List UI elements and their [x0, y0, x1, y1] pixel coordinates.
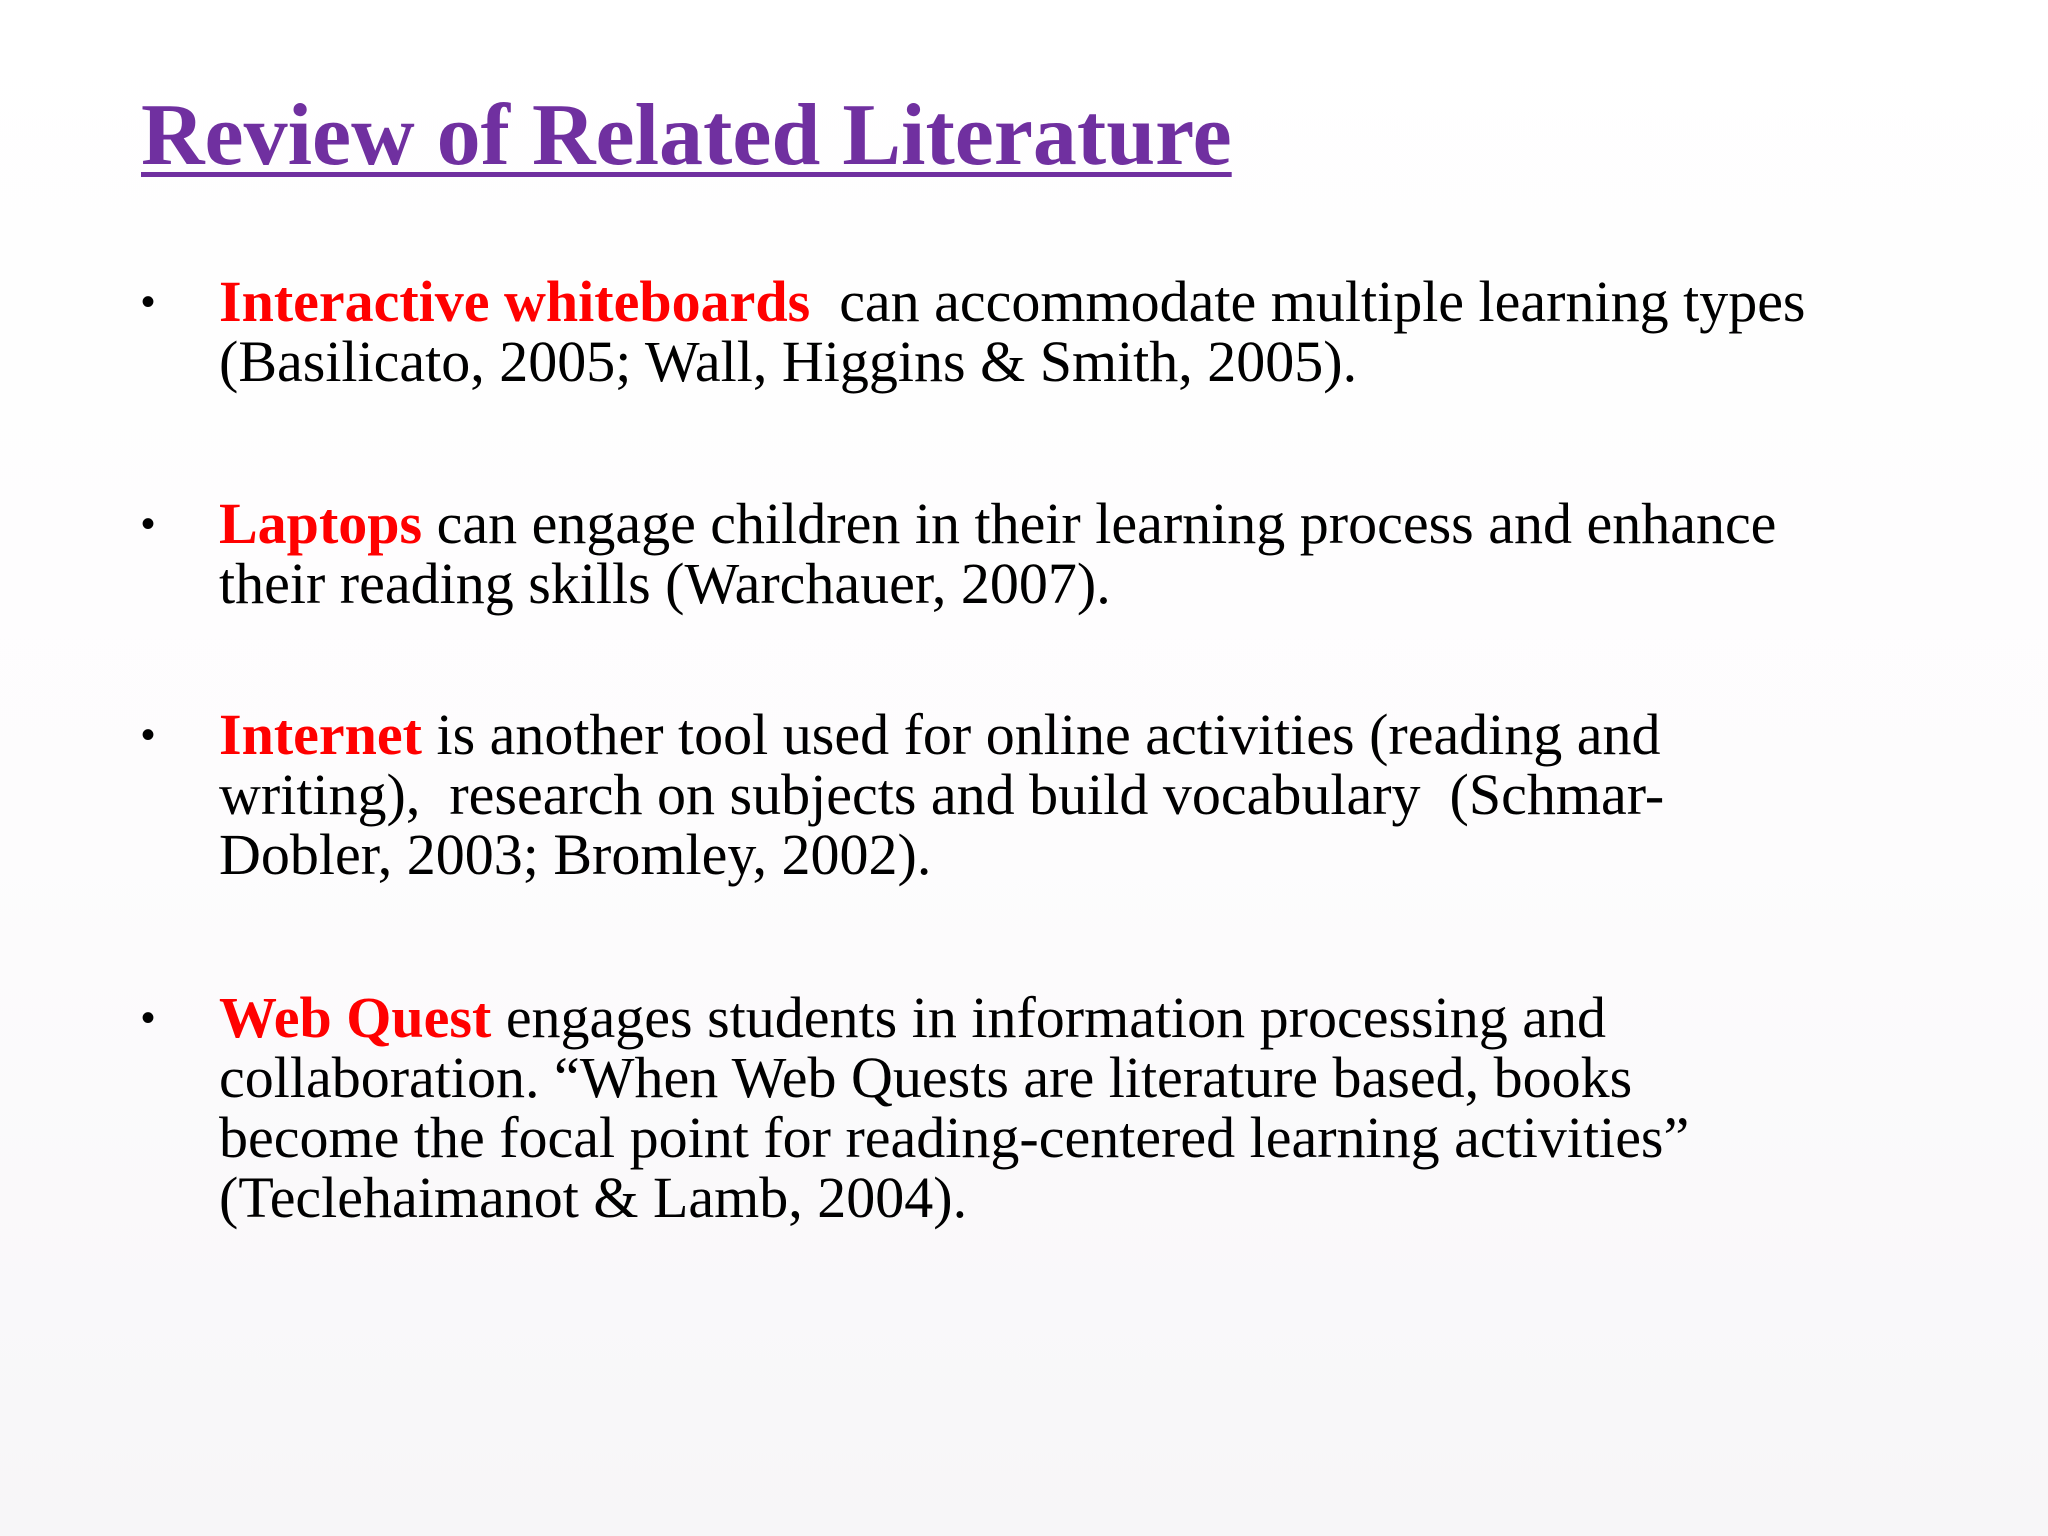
bullet-term: Laptops [219, 491, 423, 556]
bullet-line-rest: engages students in information processing and [491, 985, 1606, 1050]
bullet-term: Internet [219, 702, 422, 767]
bullet-line: collaboration. “When Web Quests are literature based, books [219, 1045, 1633, 1110]
bullet-line: Dobler, 2003; Bromley, 2002). [219, 822, 932, 887]
bullet-line [219, 985, 1949, 1050]
slide-title: Review of Related Literature [141, 87, 1232, 184]
bullet-line [219, 491, 1949, 556]
bullet-text [219, 269, 1949, 394]
bullet-line-rest: is another tool used for online activities (reading and [421, 702, 1661, 767]
bullet-line [219, 269, 1949, 334]
bullet-line: (Teclehaimanot & Lamb, 2004). [219, 1165, 968, 1230]
bullet-line-rest: can engage children in their learning process and enhance [422, 491, 1777, 556]
bullet-line: their reading skills (Warchauer, 2007). [219, 551, 1111, 616]
bullet-term: Interactive whiteboards [219, 269, 811, 334]
bullet-marker: • [141, 713, 156, 757]
bullet-text [219, 491, 1949, 616]
bullet-line: (Basilicato, 2005; Wall, Higgins & Smith, 2005). [219, 329, 1358, 394]
bullet-marker: • [141, 502, 156, 546]
bullet-text [219, 702, 1949, 887]
bullet-line: become the focal point for reading-centered learning activities” [219, 1105, 1690, 1170]
bullet-line [219, 702, 1949, 767]
bullet-term: Web Quest [219, 985, 492, 1050]
bullet-marker: • [141, 996, 156, 1040]
bullet-marker: • [141, 280, 156, 324]
bullet-text [219, 985, 1949, 1230]
bullet-line: writing), research on subjects and build vocabulary (Schmar- [219, 762, 1665, 827]
bullet-line-rest: can accommodate multiple learning types [810, 269, 1806, 334]
